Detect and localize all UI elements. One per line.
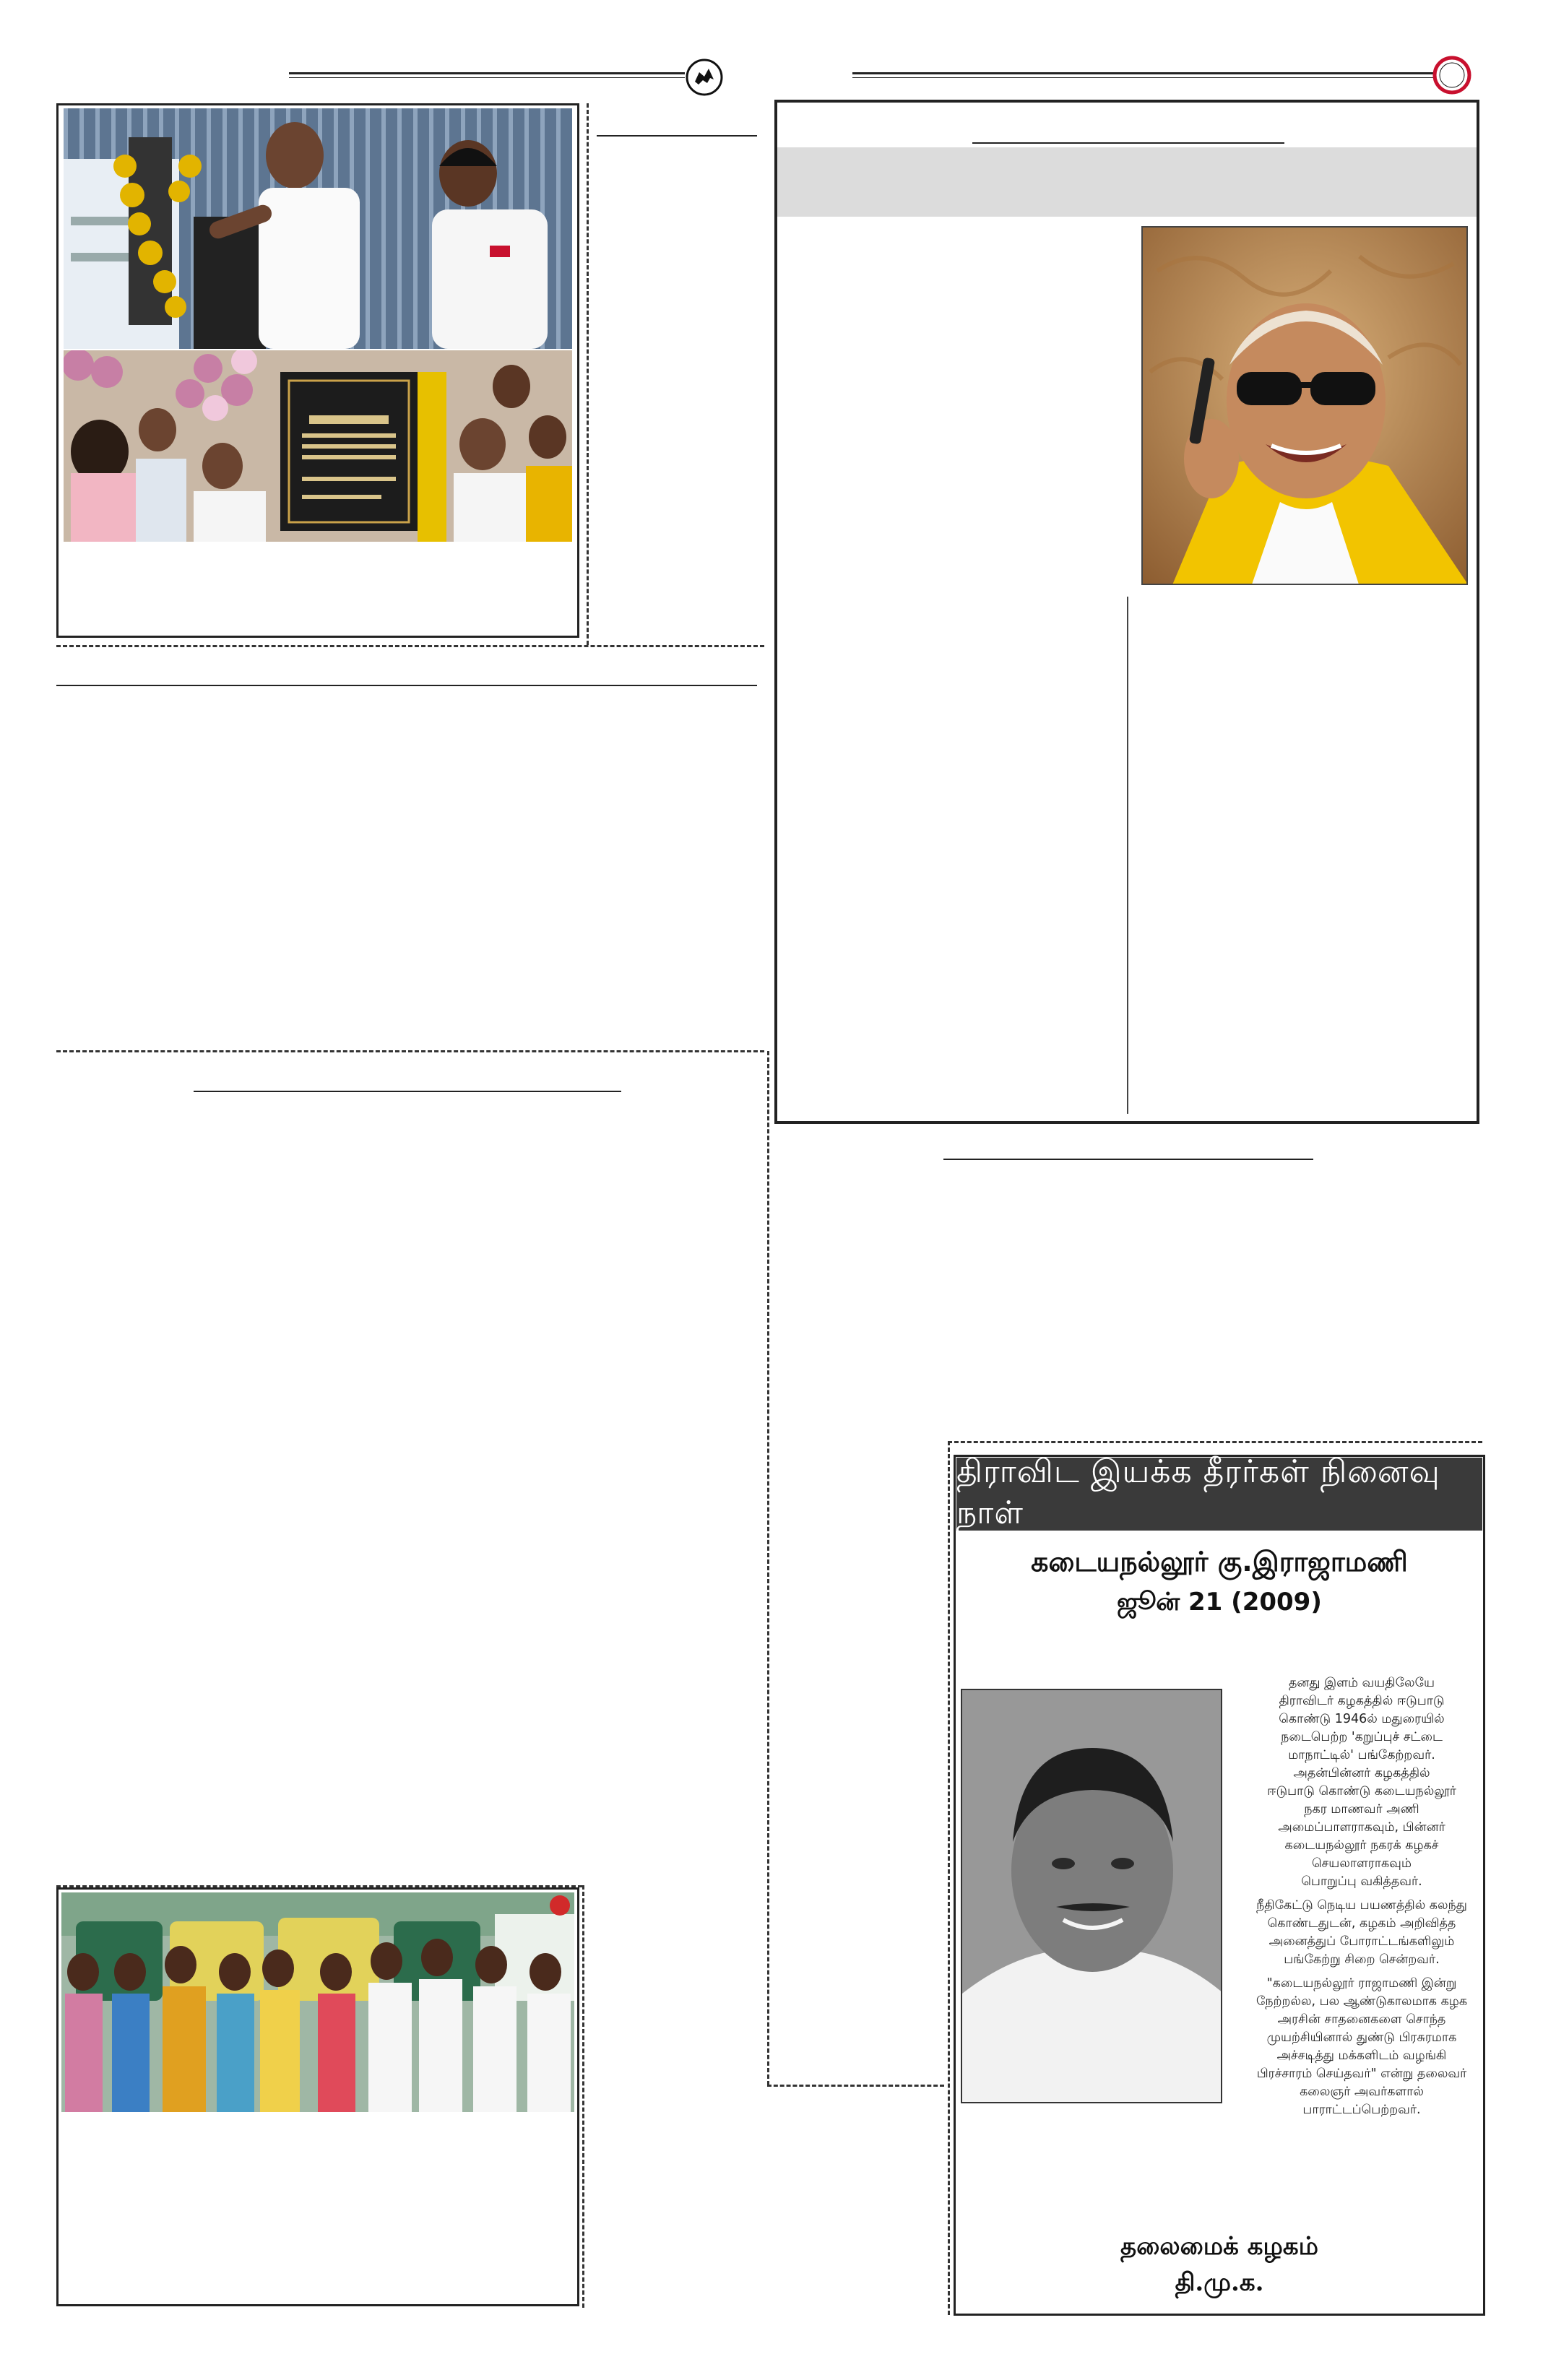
memorial-signature-line1: தலைமைக் கழகம் — [1120, 2232, 1318, 2261]
divider-vertical-top — [587, 103, 589, 645]
memorial-para-1: தனது இளம் வயதிலேயே திராவிடர் கழகத்தில் ஈடுபாடு கொண்டு 1946ல் மதுரையில் நடைபெற்ற 'கறுப்புச் சட்டை மாநாட்டில்' பங்கேற்றவர். அதன்பின்னர் கழகத்தில் ஈடுபாடு கொண்டு கடையநல்லூர் நகர மாணவர் அணி அமைப்பாளராகவும், பின்னர் கடையநல்லூர் நகரக் கழகச் செயலாளராகவும் பொறுப்பு வகித்தவர். — [1267, 1676, 1456, 1889]
memorial-date: ஜூன் 21 (2009) — [1117, 1588, 1322, 1617]
memorial-para-2: நீதிகேட்டு நெடிய பயணத்தில் கலந்து கொண்டதுடன், கழகம் அறிவித்த அனைத்துப் போராட்டங்களிலும் பங்கேற்று சிறை சென்றவர். — [1256, 1898, 1467, 1967]
memorial-divider-left — [948, 1441, 950, 2315]
divider-vertical-main — [767, 1051, 769, 2085]
divider-horizontal-3 — [767, 2085, 944, 2087]
inauguration-photo — [64, 108, 572, 349]
memorial-portrait-photo — [961, 1689, 1222, 2103]
divider-horizontal-2 — [56, 1050, 764, 1052]
leader-portrait-photo — [1141, 226, 1468, 585]
memorial-person-name: கடையநல்லூர் கு.இராஜாமணி — [1031, 1546, 1408, 1578]
sidebar-rule — [597, 135, 757, 137]
feature-title-rule — [972, 142, 1284, 144]
article-rule-1 — [56, 685, 757, 686]
article-rule-3 — [943, 1159, 1313, 1160]
divider-vertical-bottom — [582, 1885, 584, 2308]
article-rule-2 — [194, 1091, 621, 1092]
party-emblem-icon — [685, 58, 724, 97]
memorial-banner-title: திராவிட இயக்க தீரர்கள் நினைவு நாள் — [956, 1458, 1482, 1531]
header-rule-left — [289, 72, 685, 74]
memorial-divider-top — [948, 1441, 1482, 1443]
plaque-unveiling-photo — [64, 350, 572, 542]
memorial-para-3: "கடையநல்லூர் ராஜாமணி இன்று நேற்றல்ல, பல ஆண்டுகாலமாக கழக அரசின் சாதனைகளை சொந்த முயற்சியினால் துண்டு பிரசுரமாக அச்சடித்து மக்களிடம் வழங்கி பிரச்சாரம் செய்தவர்" என்று தலைவர் கலைஞர் அவர்களால் பாராட்டப்பெற்றவர். — [1255, 1976, 1468, 2117]
feature-header-panel — [777, 147, 1477, 217]
page-number-circle-icon — [1432, 55, 1472, 95]
memorial-signature-line2: தி.மு.க. — [1175, 2268, 1264, 2297]
divider-horizontal-1 — [56, 645, 764, 647]
vehicle-distribution-photo — [61, 1892, 574, 2112]
feature-column-divider — [1127, 597, 1128, 1114]
header-rule-right — [852, 72, 1436, 74]
